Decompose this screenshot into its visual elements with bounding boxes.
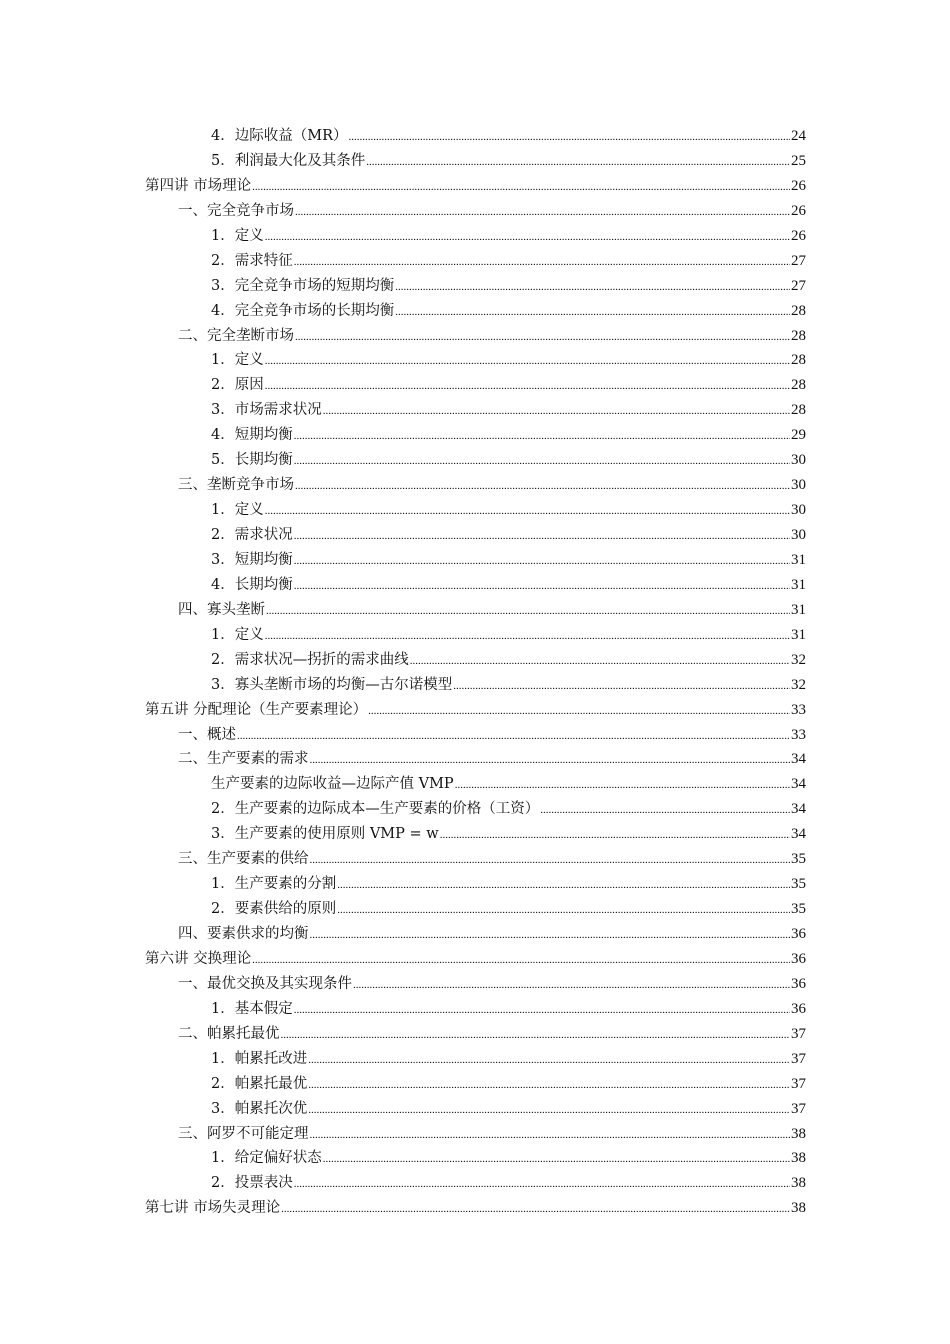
toc-entry-page-number: 31	[791, 601, 806, 618]
toc-entry-page-number: 30	[791, 477, 806, 494]
dot-leader	[395, 275, 790, 300]
toc-entry-page-number: 31	[791, 626, 806, 643]
toc-entry[interactable]	[145, 698, 806, 723]
dot-leader	[455, 773, 790, 798]
toc-entry[interactable]	[145, 1097, 806, 1122]
toc-entry-title: 2．投票表决	[211, 1175, 293, 1192]
toc-entry-page-number: 38	[791, 1125, 806, 1142]
toc-entry-title: 2．帕累托最优	[211, 1075, 308, 1092]
toc-entry-title: 1．定义	[211, 502, 264, 519]
toc-entry-title: 1．定义	[211, 227, 264, 244]
dot-leader	[310, 848, 791, 873]
toc-entry-title: 二、完全垄断市场	[178, 327, 294, 344]
toc-entry-title: 3．完全竞争市场的短期均衡	[211, 277, 395, 294]
dot-leader	[294, 998, 790, 1023]
toc-entry[interactable]	[145, 673, 806, 698]
dot-leader	[295, 474, 790, 499]
toc-entry-title: 4．完全竞争市场的长期均衡	[211, 302, 395, 319]
toc-entry-title: 生产要素的边际收益—边际产值 VMP	[211, 776, 454, 793]
toc-entry-title: 一、完全竞争市场	[178, 202, 294, 219]
toc-entry-title: 4．短期均衡	[211, 427, 293, 444]
toc-entry[interactable]	[145, 324, 806, 349]
toc-entry-page-number: 32	[791, 651, 806, 668]
dot-leader	[252, 948, 790, 973]
toc-entry[interactable]	[145, 1196, 806, 1221]
toc-entry[interactable]	[145, 847, 806, 872]
toc-entry-title: 4．边际收益（MR）	[211, 128, 348, 144]
toc-entry-page-number: 28	[791, 402, 806, 419]
toc-entry[interactable]	[145, 623, 806, 648]
toc-entry-title: 3．市场需求状况	[211, 402, 322, 419]
toc-entry[interactable]	[145, 573, 806, 598]
dot-leader	[308, 1048, 790, 1073]
toc-entry-title: 2．要素供给的原则	[211, 901, 337, 918]
toc-entry-title: 二、帕累托最优	[178, 1025, 280, 1042]
dot-leader	[294, 1172, 790, 1197]
dot-leader	[281, 1197, 790, 1222]
toc-entry-page-number: 36	[791, 926, 806, 942]
dot-leader	[353, 973, 790, 998]
dot-leader	[308, 1073, 790, 1098]
dot-leader	[310, 748, 791, 773]
toc-entry[interactable]	[145, 423, 806, 448]
dot-leader	[323, 399, 790, 424]
toc-entry-title: 3．生产要素的使用原则 VMP = w	[211, 826, 439, 843]
table-of-contents	[145, 124, 806, 1221]
toc-entry-title: 三、垄断竞争市场	[178, 477, 294, 494]
toc-entry[interactable]	[145, 448, 806, 473]
dot-leader	[265, 349, 790, 374]
toc-entry[interactable]	[145, 872, 806, 897]
toc-entry[interactable]	[145, 598, 806, 623]
toc-entry[interactable]	[145, 174, 806, 199]
toc-entry-title: 2．原因	[211, 377, 264, 394]
toc-entry-page-number: 31	[791, 551, 806, 568]
toc-entry-page-number: 36	[791, 1000, 806, 1017]
dot-leader	[265, 374, 790, 399]
dot-leader	[310, 1123, 791, 1148]
toc-entry-title: 二、生产要素的需求	[178, 751, 309, 768]
toc-entry-title: 四、要素供求的均衡	[178, 926, 309, 942]
toc-entry[interactable]	[145, 523, 806, 548]
toc-entry-title: 第五讲 分配理论（生产要素理论）	[145, 701, 368, 718]
dot-leader	[308, 1098, 790, 1123]
toc-entry[interactable]	[145, 149, 806, 174]
toc-entry-page-number: 36	[791, 950, 806, 967]
toc-entry[interactable]	[145, 274, 806, 299]
toc-entry-page-number: 34	[791, 826, 806, 843]
dot-leader	[294, 250, 790, 275]
dot-leader	[295, 200, 790, 225]
toc-entry[interactable]	[145, 947, 806, 972]
toc-entry[interactable]	[145, 498, 806, 523]
toc-entry-page-number: 29	[791, 427, 806, 444]
toc-entry-title: 4．长期均衡	[211, 576, 293, 593]
toc-entry-page-number: 35	[791, 851, 806, 868]
toc-entry[interactable]	[145, 124, 806, 149]
toc-entry[interactable]	[145, 822, 806, 847]
toc-entry-title: 四、寡头垄断	[178, 601, 265, 618]
toc-entry[interactable]	[145, 548, 806, 573]
dot-leader	[310, 923, 791, 948]
toc-entry[interactable]	[145, 1072, 806, 1097]
toc-entry-title: 1．给定偏好状态	[211, 1150, 322, 1167]
toc-entry-title: 2．需求特征	[211, 252, 293, 269]
toc-entry-title: 一、最优交换及其实现条件	[178, 975, 352, 992]
toc-entry-page-number: 28	[791, 352, 806, 369]
dot-leader	[237, 724, 790, 749]
toc-entry[interactable]	[145, 199, 806, 224]
toc-entry-title: 第七讲 市场失灵理论	[145, 1200, 281, 1217]
toc-entry[interactable]	[145, 1047, 806, 1072]
toc-entry-page-number: 30	[791, 452, 806, 469]
toc-entry-title: 一、概述	[178, 726, 236, 743]
toc-entry-page-number: 33	[791, 726, 806, 743]
toc-entry-page-number: 37	[791, 1025, 806, 1042]
toc-entry-title: 第六讲 交换理论	[145, 950, 252, 967]
toc-entry-title: 1．定义	[211, 352, 264, 369]
dot-leader	[294, 449, 790, 474]
dot-leader	[349, 125, 791, 150]
toc-entry-title: 3．帕累托次优	[211, 1100, 308, 1117]
toc-entry-page-number: 37	[791, 1075, 806, 1092]
dot-leader	[337, 873, 790, 898]
toc-entry-title: 1．定义	[211, 626, 264, 643]
dot-leader	[368, 699, 790, 724]
toc-entry-page-number: 33	[791, 701, 806, 718]
toc-entry[interactable]	[145, 1122, 806, 1147]
toc-entry[interactable]	[145, 1171, 806, 1196]
toc-entry-page-number: 38	[791, 1175, 806, 1192]
toc-entry-page-number: 25	[791, 152, 806, 169]
toc-entry[interactable]	[145, 747, 806, 772]
toc-entry[interactable]	[145, 772, 806, 797]
toc-entry[interactable]	[145, 897, 806, 922]
dot-leader	[252, 175, 790, 200]
dot-leader	[294, 424, 790, 449]
toc-entry-page-number: 35	[791, 901, 806, 918]
dot-leader	[440, 823, 790, 848]
dot-leader	[265, 624, 790, 649]
toc-entry[interactable]	[145, 224, 806, 249]
toc-entry-title: 5．长期均衡	[211, 452, 293, 469]
dot-leader	[295, 325, 790, 350]
toc-entry-title: 2．生产要素的边际成本—生产要素的价格（工资）	[211, 801, 540, 818]
toc-entry[interactable]	[145, 1022, 806, 1047]
toc-entry-title: 2．需求状况—拐折的需求曲线	[211, 651, 409, 668]
toc-entry[interactable]	[145, 348, 806, 373]
dot-leader	[323, 1147, 790, 1172]
toc-entry[interactable]	[145, 648, 806, 673]
toc-entry[interactable]	[145, 299, 806, 324]
toc-entry-page-number: 26	[791, 202, 806, 219]
toc-entry-page-number: 37	[791, 1050, 806, 1067]
dot-leader	[395, 300, 790, 325]
toc-entry-page-number: 24	[791, 128, 806, 144]
toc-entry-page-number: 37	[791, 1100, 806, 1117]
toc-entry[interactable]	[145, 373, 806, 398]
toc-entry[interactable]	[145, 797, 806, 822]
toc-entry-page-number: 38	[791, 1200, 806, 1217]
toc-entry[interactable]	[145, 249, 806, 274]
dot-leader	[294, 549, 790, 574]
toc-entry-page-number: 32	[791, 676, 806, 693]
dot-leader	[266, 599, 790, 624]
toc-entry-title: 5．利润最大化及其条件	[211, 152, 366, 169]
toc-entry[interactable]	[145, 398, 806, 423]
toc-entry[interactable]	[145, 972, 806, 997]
toc-entry-page-number: 36	[791, 975, 806, 992]
dot-leader	[265, 225, 790, 250]
dot-leader	[453, 674, 790, 699]
toc-entry[interactable]	[145, 473, 806, 498]
toc-entry-title: 3．寡头垄断市场的均衡—古尔诺模型	[211, 676, 453, 693]
toc-entry-title: 1．生产要素的分割	[211, 876, 337, 893]
toc-entry-page-number: 28	[791, 377, 806, 394]
toc-entry[interactable]	[145, 922, 806, 947]
toc-entry-page-number: 34	[791, 751, 806, 768]
toc-entry-page-number: 26	[791, 177, 806, 194]
toc-entry-title: 第四讲 市场理论	[145, 177, 252, 194]
dot-leader	[410, 649, 790, 674]
dot-leader	[294, 524, 790, 549]
toc-entry[interactable]	[145, 997, 806, 1022]
toc-entry-page-number: 28	[791, 302, 806, 319]
toc-entry-page-number: 31	[791, 576, 806, 593]
toc-entry[interactable]	[145, 1146, 806, 1171]
dot-leader	[265, 499, 790, 524]
toc-entry-page-number: 34	[791, 776, 806, 793]
dot-leader	[540, 798, 790, 823]
toc-entry-title: 三、阿罗不可能定理	[178, 1125, 309, 1142]
toc-entry-page-number: 27	[791, 252, 806, 269]
toc-entry-page-number: 27	[791, 277, 806, 294]
toc-entry-page-number: 35	[791, 876, 806, 893]
toc-entry-page-number: 26	[791, 227, 806, 244]
toc-entry-page-number: 38	[791, 1150, 806, 1167]
dot-leader	[337, 898, 790, 923]
toc-entry-page-number: 30	[791, 502, 806, 519]
toc-entry-page-number: 34	[791, 801, 806, 818]
toc-entry-page-number: 28	[791, 327, 806, 344]
dot-leader	[294, 574, 790, 599]
toc-entry-title: 1．基本假定	[211, 1000, 293, 1017]
toc-entry-title: 3．短期均衡	[211, 551, 293, 568]
toc-entry-title: 三、生产要素的供给	[178, 851, 309, 868]
toc-entry-page-number: 30	[791, 527, 806, 543]
toc-entry-title: 1．帕累托改进	[211, 1050, 308, 1067]
dot-leader	[281, 1023, 791, 1048]
toc-entry-title: 2．需求状况	[211, 527, 293, 543]
toc-entry[interactable]	[145, 723, 806, 748]
dot-leader	[366, 150, 790, 175]
